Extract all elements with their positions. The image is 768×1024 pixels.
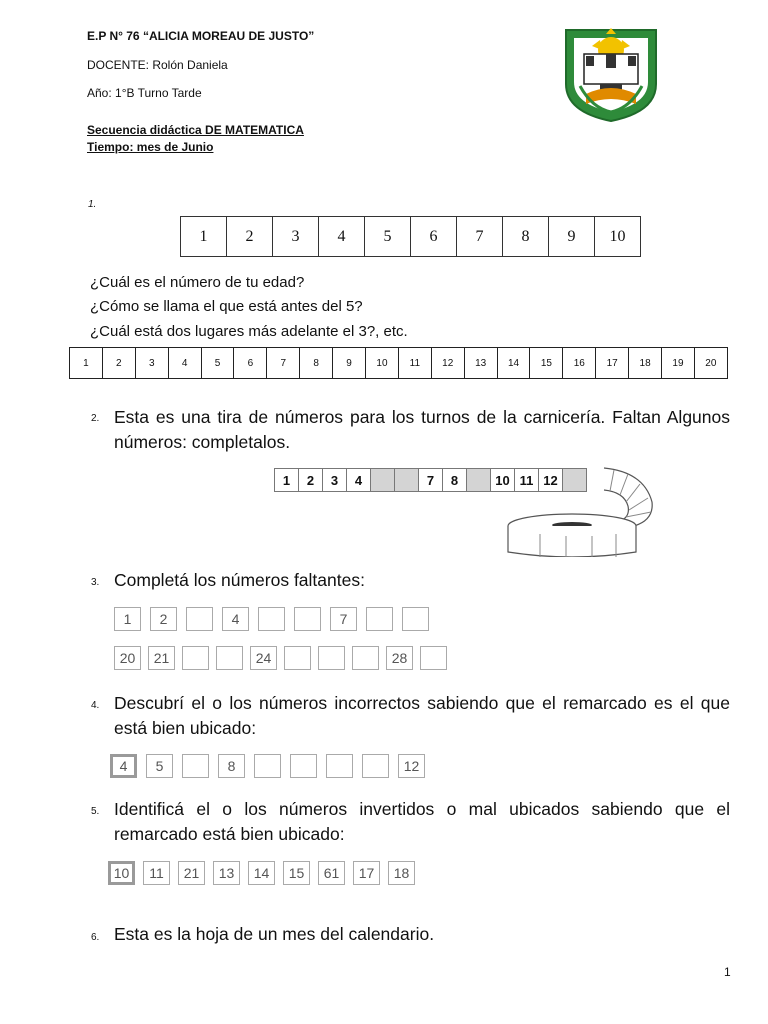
ex5-instruction: Identificá el o los números invertidos o mal ubicados sabiendo que el remarcado está bien ubicado:: [114, 799, 730, 844]
number-cell: 18: [629, 348, 662, 379]
number-box: 2: [150, 607, 177, 631]
number-cell: 5: [365, 217, 411, 257]
ex1-number: 1.: [88, 199, 97, 210]
blank-number-box[interactable]: [352, 646, 379, 670]
number-box: 20: [114, 646, 141, 670]
number-table-1-10: [180, 216, 641, 257]
number-box: 4: [222, 607, 249, 631]
number-cell: 6: [411, 217, 457, 257]
number-box: 18: [388, 861, 415, 885]
ex4-instruction: Descubrí el o los números incorrectos sabiendo que el remarcado es el que está bien ubicado:: [114, 693, 730, 738]
ticket-roll-illustration: [504, 462, 660, 557]
number-box: 24: [250, 646, 277, 670]
teacher-name: DOCENTE: Rolón Daniela: [87, 58, 228, 72]
number-box: 61: [318, 861, 345, 885]
school-crest-logo: [562, 24, 660, 124]
ticket-cell: 10: [490, 468, 514, 492]
sequence-title: Secuencia didáctica DE MATEMATICA: [87, 123, 304, 137]
blank-number-box[interactable]: [326, 754, 353, 778]
blank-number-box[interactable]: [366, 607, 393, 631]
question-two-after-3: ¿Cuál está dos lugares más adelante el 3?, etc.: [90, 323, 408, 340]
number-cell: 8: [300, 348, 333, 379]
number-box: 12: [398, 754, 425, 778]
ticket-cell: 8: [442, 468, 466, 492]
blank-number-box[interactable]: [284, 646, 311, 670]
ticket-cell: 1: [274, 468, 298, 492]
blank-number-box[interactable]: [216, 646, 243, 670]
ex3-number: 3.: [91, 577, 100, 588]
number-cell: 15: [530, 348, 563, 379]
number-cell: 8: [503, 217, 549, 257]
blank-ticket-cell[interactable]: [394, 468, 418, 492]
number-table-1-20: [69, 347, 728, 379]
highlighted-number-box: 10: [108, 861, 135, 885]
number-cell: 2: [102, 348, 135, 379]
number-cell: 7: [267, 348, 300, 379]
number-cell: 9: [333, 348, 366, 379]
number-cell: 2: [227, 217, 273, 257]
number-box: 7: [330, 607, 357, 631]
ex6-number: 6.: [91, 932, 100, 943]
number-cell: 9: [549, 217, 595, 257]
number-box: 11: [143, 861, 170, 885]
number-cell: 10: [366, 348, 399, 379]
number-box: 17: [353, 861, 380, 885]
blank-number-box[interactable]: [186, 607, 213, 631]
ex3-row-2: [114, 646, 447, 670]
number-box: 8: [218, 754, 245, 778]
blank-number-box[interactable]: [318, 646, 345, 670]
number-cell: 16: [563, 348, 596, 379]
ticket-cell: 7: [418, 468, 442, 492]
ticket-cell: 4: [346, 468, 370, 492]
page-number: 1: [724, 965, 731, 979]
number-box: 5: [146, 754, 173, 778]
number-box: 14: [248, 861, 275, 885]
ex6-instruction: Esta es la hoja de un mes del calendario.: [114, 924, 435, 944]
ticket-cell: 3: [322, 468, 346, 492]
question-before-5: ¿Cómo se llama el que está antes del 5?: [90, 298, 363, 315]
highlighted-number-box: 4: [110, 754, 137, 778]
number-cell: 4: [319, 217, 365, 257]
number-cell: 3: [273, 217, 319, 257]
number-box: 21: [178, 861, 205, 885]
blank-number-box[interactable]: [182, 646, 209, 670]
class-year: Año: 1°B Turno Tarde: [87, 86, 202, 100]
number-cell: 5: [201, 348, 234, 379]
question-age: ¿Cuál es el número de tu edad?: [90, 274, 305, 291]
ticket-cell: 12: [538, 468, 562, 492]
number-cell: 1: [70, 348, 103, 379]
number-cell: 12: [431, 348, 464, 379]
number-box: 15: [283, 861, 310, 885]
number-cell: 4: [168, 348, 201, 379]
ex3-row-1: [114, 607, 429, 631]
blank-number-box[interactable]: [294, 607, 321, 631]
number-cell: 17: [596, 348, 629, 379]
ex5-boxes: [108, 861, 415, 885]
number-box: 21: [148, 646, 175, 670]
number-box: 1: [114, 607, 141, 631]
number-cell: 1: [181, 217, 227, 257]
school-name: E.P N° 76 “ALICIA MOREAU DE JUSTO”: [87, 29, 315, 43]
number-cell: 11: [398, 348, 431, 379]
number-box: 13: [213, 861, 240, 885]
blank-number-box[interactable]: [362, 754, 389, 778]
time-label: Tiempo: mes de Junio: [87, 140, 214, 154]
blank-ticket-cell[interactable]: [370, 468, 394, 492]
blank-number-box[interactable]: [402, 607, 429, 631]
blank-ticket-cell[interactable]: [466, 468, 490, 492]
number-cell: 19: [662, 348, 695, 379]
ex3-instruction: Completá los números faltantes:: [114, 570, 365, 590]
ex5-number: 5.: [91, 806, 100, 817]
ex4-number: 4.: [91, 700, 100, 711]
blank-number-box[interactable]: [254, 754, 281, 778]
blank-number-box[interactable]: [258, 607, 285, 631]
number-cell: 6: [234, 348, 267, 379]
number-cell: 14: [497, 348, 530, 379]
ticket-cell: 11: [514, 468, 538, 492]
number-cell: 13: [464, 348, 497, 379]
number-cell: 3: [135, 348, 168, 379]
number-cell: 10: [595, 217, 641, 257]
number-cell: 20: [694, 348, 727, 379]
blank-number-box[interactable]: [290, 754, 317, 778]
number-box: 28: [386, 646, 413, 670]
ex4-boxes: [110, 754, 425, 778]
blank-number-box[interactable]: [420, 646, 447, 670]
number-cell: 7: [457, 217, 503, 257]
ticket-cell: 2: [298, 468, 322, 492]
ex2-number: 2.: [91, 413, 100, 424]
ex2-instruction: Esta es una tira de números para los turnos de la carnicería. Faltan Algunos números: completalos.: [114, 407, 730, 452]
blank-number-box[interactable]: [182, 754, 209, 778]
